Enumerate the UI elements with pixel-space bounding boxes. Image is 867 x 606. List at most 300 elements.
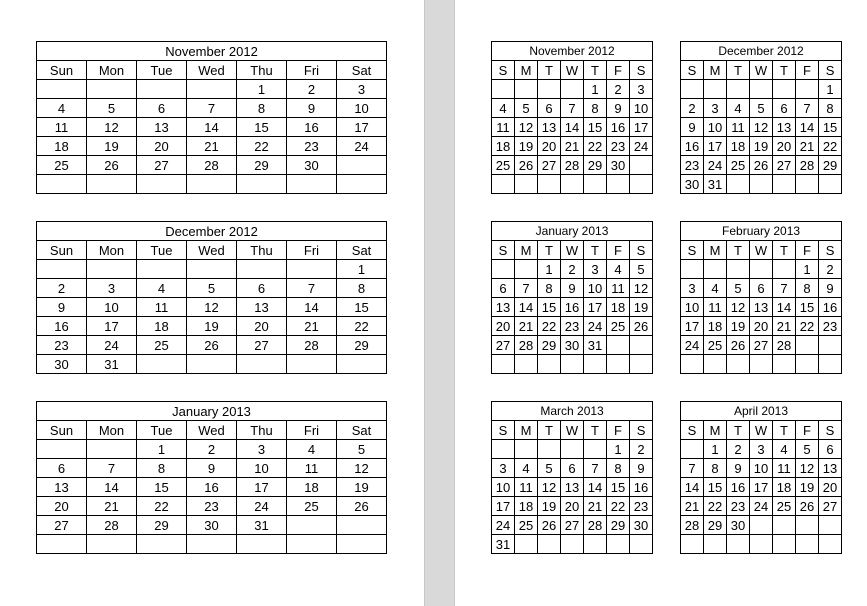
page-gutter: [425, 0, 454, 606]
day-cell: 22: [237, 137, 287, 156]
day-cell: 9: [681, 118, 704, 137]
day-cell: 22: [796, 317, 819, 336]
day-cell: 19: [515, 137, 538, 156]
weekday-header: S: [492, 241, 515, 260]
day-cell: 27: [819, 497, 842, 516]
day-cell: 19: [796, 478, 819, 497]
weekday-header-row: [492, 61, 653, 80]
week-row: [37, 156, 387, 175]
day-cell: 18: [515, 497, 538, 516]
day-cell: 25: [607, 317, 630, 336]
day-cell: 14: [515, 298, 538, 317]
day-cell: [681, 355, 704, 374]
day-cell: 8: [538, 279, 561, 298]
day-cell: [819, 535, 842, 554]
day-cell: 20: [561, 497, 584, 516]
day-cell: 21: [796, 137, 819, 156]
day-cell: 18: [37, 137, 87, 156]
day-cell: 14: [681, 478, 704, 497]
week-row: [492, 279, 653, 298]
day-cell: 18: [704, 317, 727, 336]
day-cell: 3: [630, 80, 653, 99]
day-cell: 18: [773, 478, 796, 497]
day-cell: 24: [750, 497, 773, 516]
day-cell: 6: [137, 99, 187, 118]
day-cell: 9: [607, 99, 630, 118]
day-cell: [704, 535, 727, 554]
day-cell: 6: [773, 99, 796, 118]
day-cell: [796, 516, 819, 535]
month-title: February 2013: [681, 222, 842, 241]
day-cell: 12: [515, 118, 538, 137]
day-cell: 19: [337, 478, 387, 497]
day-cell: 31: [87, 355, 137, 374]
week-row: [37, 279, 387, 298]
day-cell: 29: [137, 516, 187, 535]
weekday-header: F: [607, 61, 630, 80]
day-cell: 26: [727, 336, 750, 355]
calendar-april-2013: [680, 401, 842, 554]
day-cell: [337, 355, 387, 374]
day-cell: [187, 355, 237, 374]
day-cell: [584, 535, 607, 554]
day-cell: 14: [796, 118, 819, 137]
weekday-header: Sat: [337, 61, 387, 80]
weekday-header: T: [538, 241, 561, 260]
day-cell: [773, 80, 796, 99]
weekday-header: T: [727, 241, 750, 260]
day-cell: [704, 355, 727, 374]
day-cell: 3: [492, 459, 515, 478]
week-row: [37, 118, 387, 137]
month-title: January 2013: [492, 222, 653, 241]
weekday-header: Wed: [187, 241, 237, 260]
day-cell: 25: [492, 156, 515, 175]
day-cell: 30: [727, 516, 750, 535]
week-row: [492, 260, 653, 279]
day-cell: 25: [515, 516, 538, 535]
day-cell: [137, 260, 187, 279]
day-cell: [727, 175, 750, 194]
weekday-header-row: [37, 241, 387, 260]
day-cell: 27: [237, 336, 287, 355]
day-cell: [773, 355, 796, 374]
day-cell: 12: [187, 298, 237, 317]
weekday-header: Fri: [287, 421, 337, 440]
day-cell: 2: [187, 440, 237, 459]
day-cell: 20: [37, 497, 87, 516]
day-cell: 16: [727, 478, 750, 497]
weekday-header: W: [561, 241, 584, 260]
day-cell: 29: [584, 156, 607, 175]
day-cell: 11: [607, 279, 630, 298]
day-cell: 16: [681, 137, 704, 156]
day-cell: 16: [561, 298, 584, 317]
day-cell: [584, 440, 607, 459]
day-cell: 1: [137, 440, 187, 459]
day-cell: 8: [796, 279, 819, 298]
day-cell: 23: [727, 497, 750, 516]
month-title: April 2013: [681, 402, 842, 421]
week-row: [492, 459, 653, 478]
week-row: [492, 156, 653, 175]
day-cell: [750, 260, 773, 279]
day-cell: 8: [137, 459, 187, 478]
week-row: [681, 355, 842, 374]
day-cell: 23: [630, 497, 653, 516]
week-row: [37, 440, 387, 459]
weekday-header-row: [681, 61, 842, 80]
weekday-header: Fri: [287, 241, 337, 260]
day-cell: [538, 80, 561, 99]
weekday-header-row: [681, 241, 842, 260]
day-cell: 7: [561, 99, 584, 118]
day-cell: 5: [727, 279, 750, 298]
day-cell: [538, 175, 561, 194]
day-cell: [37, 535, 87, 554]
day-cell: 28: [515, 336, 538, 355]
day-cell: [630, 535, 653, 554]
day-cell: 15: [137, 478, 187, 497]
calendar-december-2012: [36, 221, 387, 374]
day-cell: 9: [187, 459, 237, 478]
weekday-header: S: [630, 421, 653, 440]
day-cell: 3: [681, 279, 704, 298]
day-cell: [337, 516, 387, 535]
day-cell: [287, 260, 337, 279]
day-cell: 4: [492, 99, 515, 118]
day-cell: 7: [87, 459, 137, 478]
week-row: [681, 298, 842, 317]
day-cell: 19: [538, 497, 561, 516]
weekday-header: S: [681, 61, 704, 80]
day-cell: [561, 175, 584, 194]
day-cell: 26: [750, 156, 773, 175]
day-cell: 17: [584, 298, 607, 317]
week-row: [37, 478, 387, 497]
weekday-header: W: [561, 61, 584, 80]
day-cell: [87, 80, 137, 99]
day-cell: 14: [773, 298, 796, 317]
weekday-header: S: [492, 61, 515, 80]
day-cell: 17: [681, 317, 704, 336]
day-cell: 21: [87, 497, 137, 516]
day-cell: [750, 175, 773, 194]
week-row: [681, 317, 842, 336]
week-row: [492, 516, 653, 535]
day-cell: [750, 355, 773, 374]
day-cell: 11: [37, 118, 87, 137]
day-cell: 1: [607, 440, 630, 459]
day-cell: 1: [237, 80, 287, 99]
day-cell: 13: [137, 118, 187, 137]
day-cell: 20: [137, 137, 187, 156]
day-cell: 9: [561, 279, 584, 298]
day-cell: 5: [630, 260, 653, 279]
week-row: [492, 336, 653, 355]
day-cell: [492, 440, 515, 459]
day-cell: 13: [538, 118, 561, 137]
day-cell: 5: [515, 99, 538, 118]
day-cell: 6: [492, 279, 515, 298]
day-cell: [630, 175, 653, 194]
week-row: [681, 279, 842, 298]
day-cell: 13: [561, 478, 584, 497]
day-cell: 13: [492, 298, 515, 317]
day-cell: 11: [773, 459, 796, 478]
day-cell: [819, 516, 842, 535]
week-row: [37, 459, 387, 478]
week-row: [37, 516, 387, 535]
day-cell: [515, 535, 538, 554]
day-cell: 28: [287, 336, 337, 355]
week-row: [492, 497, 653, 516]
day-cell: 10: [750, 459, 773, 478]
day-cell: 6: [37, 459, 87, 478]
day-cell: 24: [584, 317, 607, 336]
week-row: [492, 440, 653, 459]
day-cell: 27: [492, 336, 515, 355]
day-cell: 2: [727, 440, 750, 459]
day-cell: 9: [287, 99, 337, 118]
day-cell: 2: [287, 80, 337, 99]
day-cell: 21: [681, 497, 704, 516]
day-cell: 26: [515, 156, 538, 175]
day-cell: 1: [337, 260, 387, 279]
day-cell: [681, 440, 704, 459]
week-row: [492, 175, 653, 194]
day-cell: 25: [727, 156, 750, 175]
week-row: [492, 478, 653, 497]
week-row: [681, 99, 842, 118]
day-cell: [492, 80, 515, 99]
day-cell: 30: [681, 175, 704, 194]
weekday-header: Mon: [87, 61, 137, 80]
day-cell: [681, 260, 704, 279]
weekday-header: S: [819, 241, 842, 260]
day-cell: [607, 535, 630, 554]
day-cell: 5: [750, 99, 773, 118]
day-cell: [337, 175, 387, 194]
week-row: [681, 478, 842, 497]
day-cell: 25: [287, 497, 337, 516]
day-cell: [607, 355, 630, 374]
day-cell: 17: [704, 137, 727, 156]
day-cell: 28: [796, 156, 819, 175]
weekday-header: Thu: [237, 61, 287, 80]
weekday-header: W: [750, 241, 773, 260]
day-cell: 13: [37, 478, 87, 497]
week-row: [492, 535, 653, 554]
day-cell: 30: [630, 516, 653, 535]
day-cell: [773, 260, 796, 279]
day-cell: 27: [561, 516, 584, 535]
day-cell: 12: [87, 118, 137, 137]
day-cell: 2: [607, 80, 630, 99]
day-cell: 10: [681, 298, 704, 317]
month-title: December 2012: [681, 42, 842, 61]
day-cell: [819, 336, 842, 355]
left-page: [0, 0, 425, 606]
day-cell: 6: [561, 459, 584, 478]
day-cell: 28: [561, 156, 584, 175]
day-cell: [584, 355, 607, 374]
calendar-march-2013: [491, 401, 653, 554]
week-row: [37, 175, 387, 194]
weekday-header-row: [37, 61, 387, 80]
day-cell: 18: [607, 298, 630, 317]
day-cell: [750, 535, 773, 554]
day-cell: 10: [237, 459, 287, 478]
day-cell: [37, 80, 87, 99]
day-cell: 20: [750, 317, 773, 336]
day-cell: [237, 355, 287, 374]
weekday-header: W: [750, 61, 773, 80]
day-cell: 11: [492, 118, 515, 137]
week-row: [681, 459, 842, 478]
day-cell: [538, 355, 561, 374]
day-cell: [750, 80, 773, 99]
day-cell: [796, 336, 819, 355]
day-cell: 4: [37, 99, 87, 118]
day-cell: 16: [819, 298, 842, 317]
day-cell: [819, 175, 842, 194]
day-cell: 26: [538, 516, 561, 535]
day-cell: [492, 175, 515, 194]
weekday-header: M: [704, 61, 727, 80]
day-cell: 5: [796, 440, 819, 459]
day-cell: 10: [584, 279, 607, 298]
day-cell: 29: [538, 336, 561, 355]
day-cell: 20: [538, 137, 561, 156]
week-row: [37, 535, 387, 554]
day-cell: 9: [37, 298, 87, 317]
day-cell: [727, 80, 750, 99]
day-cell: [561, 80, 584, 99]
week-row: [681, 137, 842, 156]
day-cell: [237, 260, 287, 279]
weekday-header: Thu: [237, 421, 287, 440]
day-cell: 15: [538, 298, 561, 317]
day-cell: 19: [727, 317, 750, 336]
weekday-header: T: [773, 61, 796, 80]
day-cell: [584, 175, 607, 194]
weekday-header: T: [773, 241, 796, 260]
day-cell: 4: [607, 260, 630, 279]
weekday-header: Sat: [337, 241, 387, 260]
day-cell: 3: [584, 260, 607, 279]
day-cell: 18: [727, 137, 750, 156]
day-cell: 6: [538, 99, 561, 118]
calendar-february-2013: [680, 221, 842, 374]
weekday-header: T: [584, 241, 607, 260]
day-cell: 12: [337, 459, 387, 478]
day-cell: [37, 175, 87, 194]
day-cell: [630, 336, 653, 355]
day-cell: 21: [561, 137, 584, 156]
day-cell: [727, 355, 750, 374]
day-cell: 10: [87, 298, 137, 317]
weekday-header: Tue: [137, 421, 187, 440]
week-row: [681, 336, 842, 355]
day-cell: [137, 175, 187, 194]
day-cell: 19: [187, 317, 237, 336]
day-cell: 22: [538, 317, 561, 336]
day-cell: 23: [681, 156, 704, 175]
day-cell: 10: [492, 478, 515, 497]
week-row: [37, 317, 387, 336]
day-cell: 24: [337, 137, 387, 156]
day-cell: [704, 260, 727, 279]
day-cell: 22: [607, 497, 630, 516]
day-cell: [187, 535, 237, 554]
weekday-header-row: [37, 421, 387, 440]
day-cell: 13: [750, 298, 773, 317]
weekday-header: S: [630, 241, 653, 260]
day-cell: [87, 175, 137, 194]
day-cell: 24: [492, 516, 515, 535]
day-cell: 4: [704, 279, 727, 298]
weekday-header: M: [704, 241, 727, 260]
weekday-header: M: [704, 421, 727, 440]
day-cell: [515, 355, 538, 374]
week-row: [492, 118, 653, 137]
week-row: [681, 175, 842, 194]
day-cell: [187, 260, 237, 279]
weekday-header: T: [538, 421, 561, 440]
day-cell: 24: [87, 336, 137, 355]
calendar-january-2013: [491, 221, 653, 374]
day-cell: 6: [819, 440, 842, 459]
day-cell: 15: [237, 118, 287, 137]
day-cell: 28: [87, 516, 137, 535]
day-cell: 21: [584, 497, 607, 516]
day-cell: 1: [704, 440, 727, 459]
day-cell: 28: [584, 516, 607, 535]
day-cell: 23: [287, 137, 337, 156]
week-row: [37, 336, 387, 355]
day-cell: [515, 80, 538, 99]
day-cell: 7: [515, 279, 538, 298]
weekday-header: T: [584, 421, 607, 440]
day-cell: [796, 175, 819, 194]
day-cell: [750, 516, 773, 535]
day-cell: 28: [681, 516, 704, 535]
weekday-header: T: [773, 421, 796, 440]
weekday-header: M: [515, 421, 538, 440]
day-cell: 9: [727, 459, 750, 478]
day-cell: 30: [287, 156, 337, 175]
day-cell: 18: [287, 478, 337, 497]
day-cell: 21: [773, 317, 796, 336]
day-cell: [187, 80, 237, 99]
day-cell: [515, 260, 538, 279]
day-cell: 5: [538, 459, 561, 478]
day-cell: 14: [584, 478, 607, 497]
weekday-header: Tue: [137, 241, 187, 260]
day-cell: 27: [538, 156, 561, 175]
day-cell: 26: [337, 497, 387, 516]
day-cell: 23: [607, 137, 630, 156]
day-cell: 16: [37, 317, 87, 336]
day-cell: 28: [187, 156, 237, 175]
day-cell: 25: [704, 336, 727, 355]
day-cell: 17: [87, 317, 137, 336]
week-row: [681, 535, 842, 554]
day-cell: 7: [773, 279, 796, 298]
weekday-header: F: [796, 61, 819, 80]
day-cell: 20: [819, 478, 842, 497]
